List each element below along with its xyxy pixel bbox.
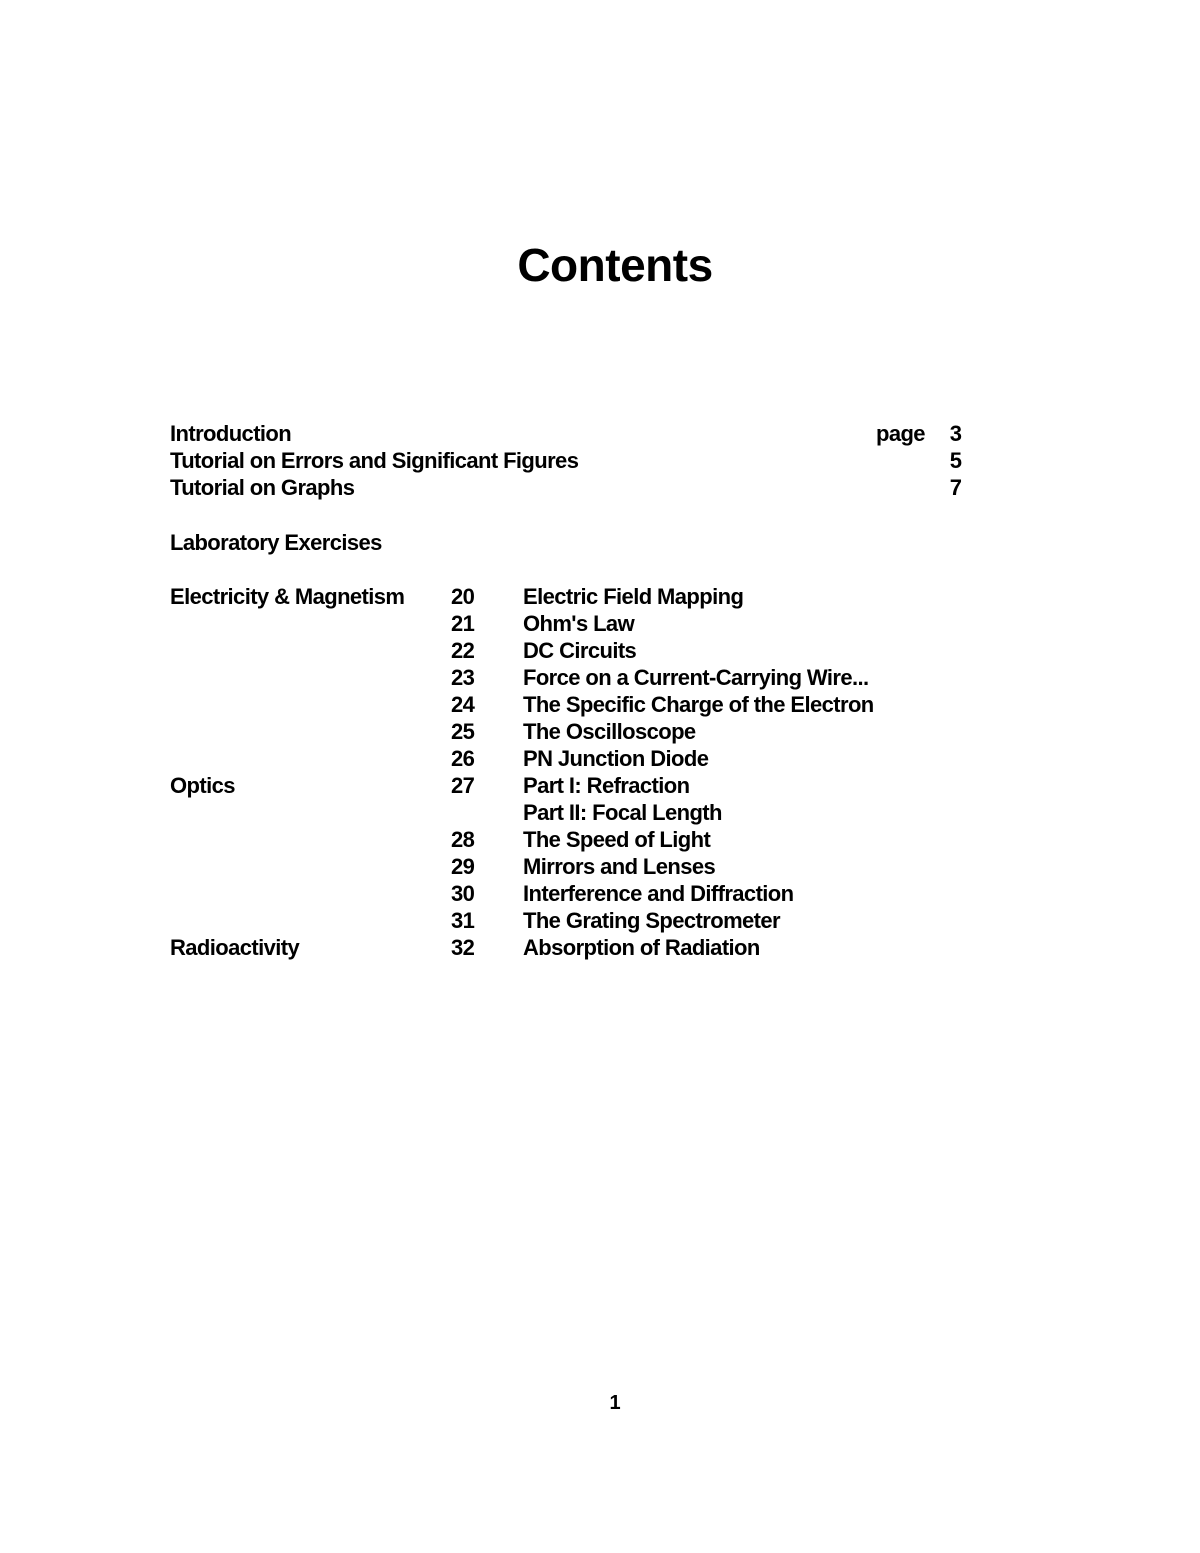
exercise-title: Mirrors and Lenses <box>523 854 716 879</box>
exercise-number: 32 <box>451 935 475 960</box>
exercise-number: 30 <box>451 881 475 906</box>
exercise-number: 26 <box>451 746 475 771</box>
exercise-row <box>0 664 1200 691</box>
toc-page-number: 5 <box>949 448 962 473</box>
exercise-number: 22 <box>451 638 475 663</box>
exercise-number: 31 <box>451 908 475 933</box>
exercise-title: The Specific Charge of the Electron <box>523 692 874 717</box>
exercise-section: Electricity & Magnetism <box>170 584 405 609</box>
exercise-title: Interference and Diffraction <box>523 881 794 906</box>
exercise-row <box>0 934 1200 961</box>
exercise-number: 21 <box>451 611 475 636</box>
exercise-number: 27 <box>451 773 475 798</box>
toc-entry-introduction: Introduction <box>170 421 292 446</box>
toc-page-number: 3 <box>949 421 962 446</box>
exercise-title: Part I: Refraction <box>523 773 690 798</box>
page-title: Contents <box>517 239 713 291</box>
exercise-section: Radioactivity <box>170 935 300 960</box>
lab-exercises-heading: Laboratory Exercises <box>170 530 382 555</box>
exercise-section: Optics <box>170 773 235 798</box>
exercise-title: Absorption of Radiation <box>523 935 760 960</box>
exercise-number: 25 <box>451 719 475 744</box>
exercise-row <box>0 772 1200 799</box>
exercise-row <box>0 745 1200 772</box>
exercise-title: DC Circuits <box>523 638 637 663</box>
exercise-row <box>0 799 1200 826</box>
exercise-number: 29 <box>451 854 475 879</box>
exercise-row <box>0 853 1200 880</box>
exercise-row <box>0 880 1200 907</box>
exercise-row <box>0 691 1200 718</box>
exercise-title: Part II: Focal Length <box>523 800 722 825</box>
exercise-title: Electric Field Mapping <box>523 584 744 609</box>
exercise-title: Force on a Current-Carrying Wire... <box>523 665 869 690</box>
page-number: 1 <box>609 1392 621 1414</box>
exercise-row <box>0 583 1200 610</box>
toc-entry-graphs-tutorial: Tutorial on Graphs <box>170 475 355 500</box>
exercise-title: The Speed of Light <box>523 827 711 852</box>
toc-page-number: 7 <box>949 475 962 500</box>
exercise-title: The Oscilloscope <box>523 719 696 744</box>
exercise-number: 23 <box>451 665 475 690</box>
exercise-row <box>0 907 1200 934</box>
exercise-number: 20 <box>451 584 475 609</box>
exercise-title: PN Junction Diode <box>523 746 709 771</box>
exercise-title: Ohm's Law <box>523 611 635 636</box>
page-column-label: page <box>876 421 925 446</box>
exercise-row <box>0 637 1200 664</box>
exercise-number: 24 <box>451 692 475 717</box>
exercise-row <box>0 826 1200 853</box>
exercise-row <box>0 610 1200 637</box>
toc-entry-errors-tutorial: Tutorial on Errors and Significant Figures <box>170 448 579 473</box>
exercise-title: The Grating Spectrometer <box>523 908 780 933</box>
exercise-row <box>0 718 1200 745</box>
exercise-number: 28 <box>451 827 475 852</box>
